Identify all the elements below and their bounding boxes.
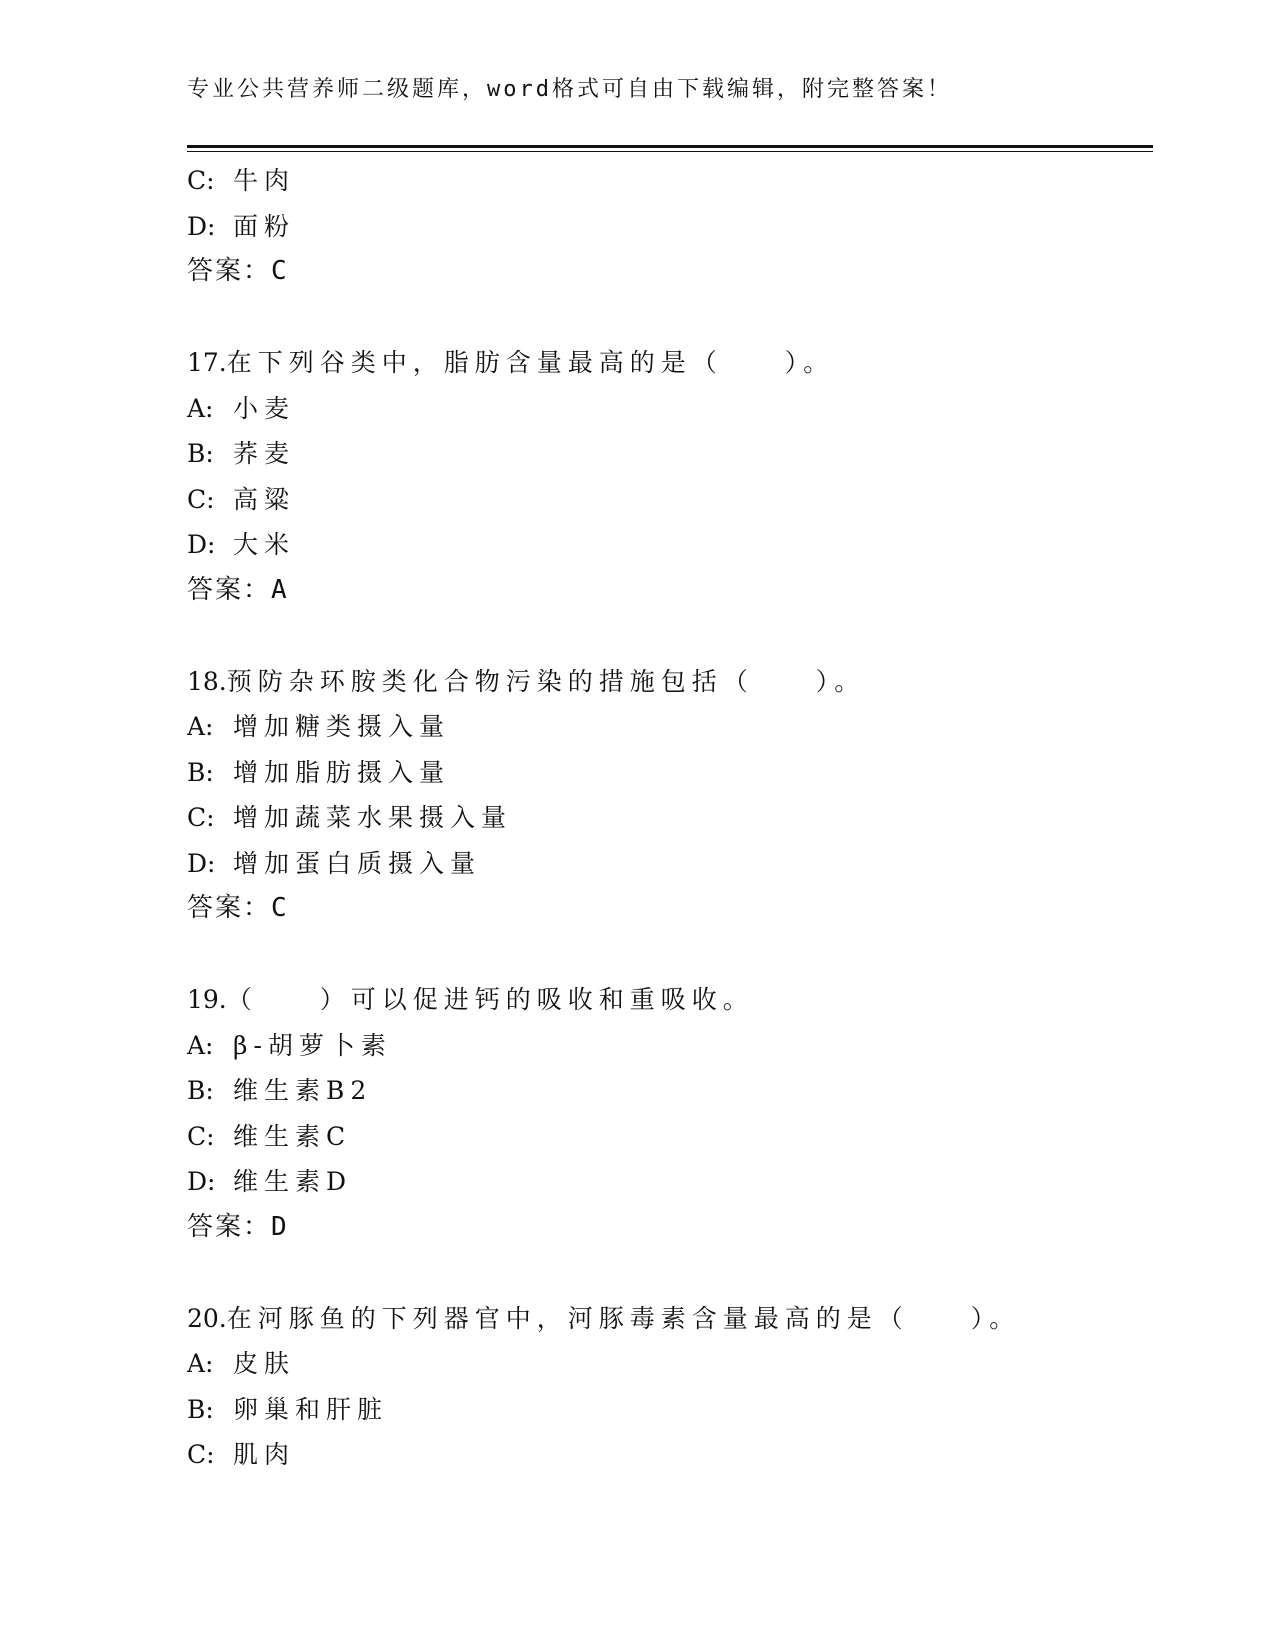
page-header: 专业公共营养师二级题库，word格式可自由下载编辑，附完整答案！: [187, 77, 952, 102]
option-text: 高粱: [233, 484, 296, 514]
spacer: [187, 613, 1153, 659]
answer-label: 答案：: [187, 1211, 272, 1242]
option-text: 增加糖类摄入量: [233, 712, 451, 741]
option-line: [187, 204, 1153, 250]
option-line: [187, 1068, 1153, 1114]
question-text: 预防杂环胺类化合物污染的措施包括（ ）。: [226, 666, 866, 696]
option-line: [187, 386, 1153, 432]
option-label: D:: [187, 848, 216, 878]
option-label: C:: [187, 1440, 215, 1469]
option-label: A:: [187, 1030, 214, 1060]
option-text: 皮肤: [233, 1349, 296, 1378]
answer-value: D: [271, 1211, 289, 1242]
question-stem: [187, 977, 1153, 1023]
option-text: 小麦: [233, 393, 296, 423]
spacer: [187, 1250, 1153, 1296]
option-label: C:: [187, 484, 215, 514]
answer-line: [187, 886, 1153, 932]
option-label: A:: [187, 712, 214, 741]
question-stem: [187, 340, 1153, 386]
answer-line: [187, 1205, 1153, 1251]
spacer: [187, 295, 1153, 341]
option-text: 牛肉: [233, 166, 296, 195]
answer-value: A: [271, 574, 289, 605]
option-line: [187, 1387, 1153, 1433]
question-text: （ ）可以促进钙的吸收和重吸收。: [226, 985, 754, 1014]
question-stem: [187, 659, 1153, 705]
option-text: 增加蛋白质摄入量: [233, 848, 482, 878]
option-label: A:: [187, 393, 214, 423]
option-label: C:: [187, 803, 215, 832]
answer-label: 答案：: [187, 574, 272, 605]
question-number: 20.: [187, 1303, 227, 1333]
option-line: [187, 158, 1153, 204]
option-text: 卵巢和肝脏: [233, 1394, 389, 1424]
option-line: [187, 477, 1153, 523]
option-label: B:: [187, 439, 214, 468]
option-label: D:: [187, 211, 216, 241]
option-line: [187, 1023, 1153, 1069]
option-label: D:: [187, 1167, 216, 1196]
option-label: C:: [187, 1121, 215, 1151]
option-label: A:: [187, 1349, 214, 1378]
option-line: [187, 750, 1153, 796]
option-label: C:: [187, 166, 215, 195]
option-text: 增加脂肪摄入量: [233, 757, 451, 787]
header-rule-thin: [187, 151, 1153, 152]
option-line: [187, 1159, 1153, 1205]
option-text: 维生素D: [233, 1167, 353, 1196]
answer-line: [187, 568, 1153, 614]
answer-value: C: [271, 893, 289, 923]
option-label: B:: [187, 1394, 214, 1424]
option-text: 荞麦: [233, 439, 296, 468]
question-stem: [187, 1296, 1153, 1342]
answer-line: [187, 249, 1153, 295]
option-label: D:: [187, 530, 216, 559]
option-label: B:: [187, 757, 214, 787]
question-number: 18.: [187, 666, 227, 696]
question-text: 在下列谷类中，脂肪含量最高的是（ ）。: [226, 348, 835, 377]
option-text: 肌肉: [233, 1440, 296, 1469]
option-line: [187, 1114, 1153, 1160]
option-line: [187, 1341, 1153, 1387]
option-line: [187, 1432, 1153, 1478]
answer-label: 答案：: [187, 256, 272, 286]
option-line: [187, 841, 1153, 887]
option-text: 增加蔬菜水果摄入量: [233, 803, 513, 832]
option-text: 大米: [233, 530, 296, 559]
option-line: [187, 704, 1153, 750]
option-text: 面粉: [233, 211, 296, 241]
option-text: 维生素C: [233, 1121, 352, 1151]
question-number: 17.: [187, 348, 227, 377]
question-text: 在河豚鱼的下列器官中，河豚毒素含量最高的是（ ）。: [226, 1303, 1021, 1333]
question-content: [187, 158, 1153, 1478]
option-text: β-胡萝卜素: [233, 1030, 392, 1060]
option-text: 维生素B2: [233, 1076, 373, 1105]
question-number: 19.: [187, 985, 227, 1014]
option-line: [187, 795, 1153, 841]
option-label: B:: [187, 1076, 214, 1105]
spacer: [187, 932, 1153, 978]
option-line: [187, 522, 1153, 568]
option-line: [187, 431, 1153, 477]
header-rule-thick: [187, 145, 1153, 148]
answer-label: 答案：: [187, 893, 272, 923]
answer-value: C: [271, 256, 289, 286]
